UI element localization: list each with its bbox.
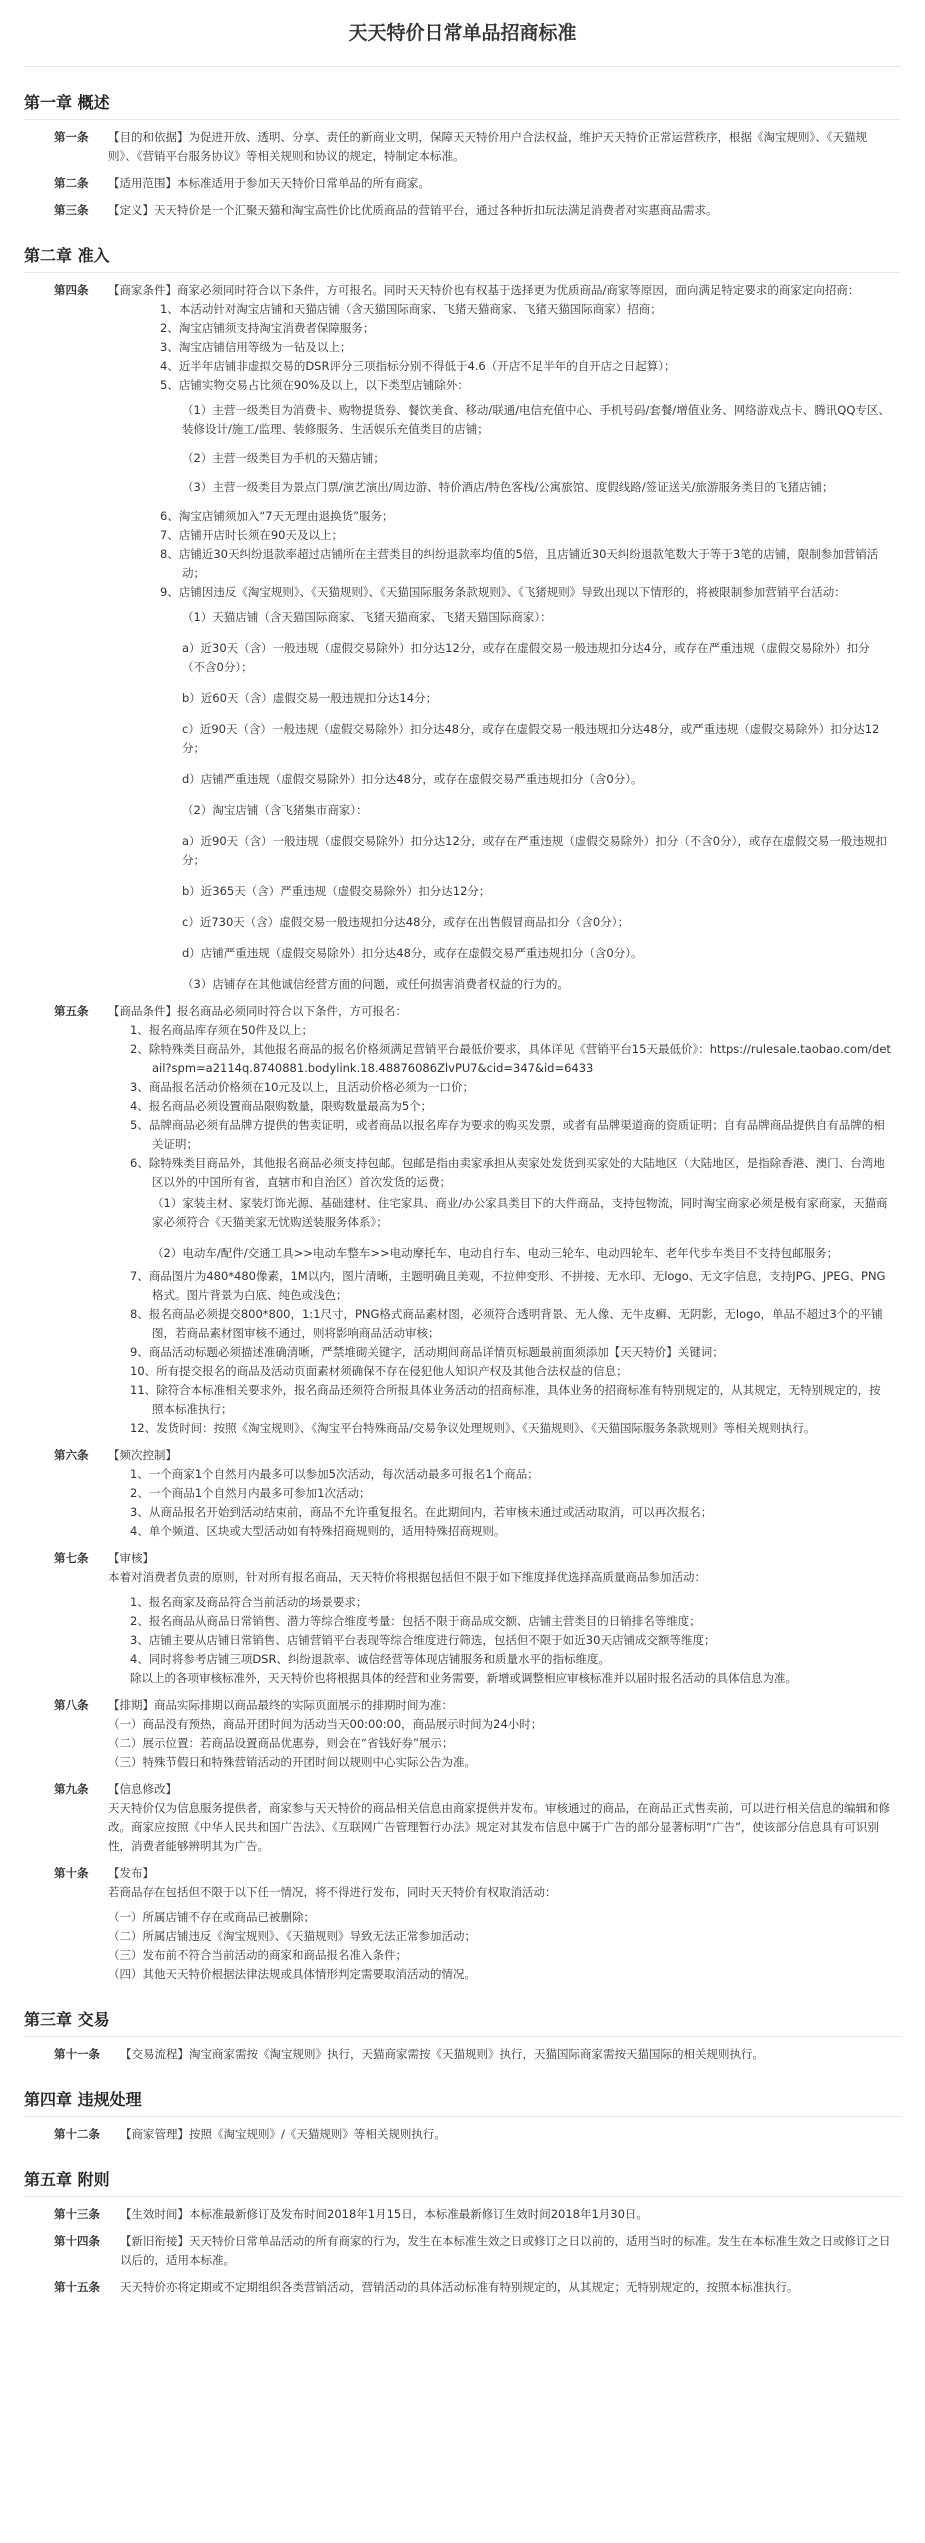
article-text: 本着对消费者负责的原则，针对所有报名商品，天天特价将根据包括但不限于如下维度择优选择高质量商品参加活动： <box>108 1570 706 1584</box>
article-number: 第八条 <box>54 1698 89 1712</box>
chapter-divider <box>24 272 901 273</box>
list-item: （三）发布前不符合当前活动的商家和商品报名准入条件； <box>108 1948 407 1962</box>
article-3 <box>0 201 925 220</box>
list-item: （2）主营一级类目为手机的天猫店铺； <box>182 451 385 465</box>
list-item: （一）所属店铺不存在或商品已被删除； <box>108 1910 315 1924</box>
article-7 <box>0 1549 925 1688</box>
list-item: 12、发货时间：按照《淘宝规则》、《淘宝平台特殊商品/交易争议处理规则》、《天猫规则》、《天猫国际服务条款规则》等相关规则执行。 <box>130 1421 816 1435</box>
article-text: 天天特价仅为信息服务提供者，商家参与天天特价的商品相关信息由商家提供并发布。审核通过的商品，在商品正式售卖前，可以进行相关信息的编辑和修改。商家应按照《中华人民共和国广告法》、《互联网广告管理暂行办法》规定对其发布信息中属于广告的部分显著标明“广告”，使该部分信息具有可识别性，消费者能够辨明其为广告。 <box>108 1801 890 1853</box>
chapter-divider <box>24 119 901 120</box>
article-6 <box>0 1446 925 1541</box>
article-number: 第十三条 <box>54 2207 100 2221</box>
list-item: （二）所属店铺违反《淘宝规则》、《天猫规则》导致无法正常参加活动； <box>108 1929 476 1943</box>
list-item: 2、除特殊类目商品外，其他报名商品的报名价格须满足营销平台最低价要求，具体详见《营销平台15天最低价》：https://rulesale.taobao.com/detail?spm=a2114q.8740881.bodylink.18.48876086ZlvPU7&cid=347&id=6433 <box>130 1042 891 1075</box>
chapter-4-heading: 第四章 违规处理 <box>24 2090 142 2109</box>
list-item: （一）商品没有预热，商品开团时间为活动当天00:00:00，商品展示时间为24小时； <box>108 1717 543 1731</box>
article-number: 第一条 <box>54 130 89 144</box>
article-number: 第十二条 <box>54 2127 100 2141</box>
article-text: 【商家条件】商家必须同时符合以下条件，方可报名。同时天天特价也有权基于选择更为优质商品/商家等原因，面向满足特定要求的商家定向招商： <box>108 283 860 297</box>
list-item: （三）特殊节假日和特殊营销活动的开团时间以规则中心实际公告为准。 <box>108 1755 476 1769</box>
list-item: （1）天猫店铺（含天猫国际商家、飞猪天猫商家、飞猪天猫国际商家）： <box>182 610 552 624</box>
list-item: 2、一个商品1个自然月内最多可参加1次活动； <box>130 1486 371 1500</box>
article-text: 【排期】商品实际排期以商品最终的实际页面展示的排期时间为准： <box>108 1698 453 1712</box>
article-number: 第五条 <box>54 1004 89 1018</box>
article-text: 【生效时间】本标准最新修订及发布时间2018年1月15日，本标准最新修订生效时间2018年1月30日。 <box>120 2207 648 2221</box>
list-item: a）近90天（含）一般违规（虚假交易除外）扣分达12分，或存在严重违规（虚假交易除外）扣分（不含0分），或存在虚假交易一般违规扣分； <box>182 834 887 867</box>
article-text: 【信息修改】 <box>108 1782 177 1796</box>
list-item: 3、淘宝店铺信用等级为一钻及以上； <box>160 340 352 354</box>
article-text: 【适用范围】本标准适用于参加天天特价日常单品的所有商家。 <box>108 176 430 190</box>
list-item: （二）展示位置：若商品设置商品优惠券，则会在“省钱好券”展示； <box>108 1736 454 1750</box>
list-item: 4、单个频道、区块或大型活动如有特殊招商规则的，适用特殊招商规则。 <box>130 1524 506 1538</box>
article-number: 第二条 <box>54 176 89 190</box>
article-number: 第九条 <box>54 1782 89 1796</box>
chapter-divider <box>24 2116 901 2117</box>
list-item: （3）店铺存在其他诚信经营方面的问题，或任何损害消费者权益的行为的。 <box>182 977 569 991</box>
list-item: 1、一个商家1个自然月内最多可以参加5次活动，每次活动最多可报名1个商品； <box>130 1467 539 1481</box>
article-number: 第七条 <box>54 1551 89 1565</box>
list-item: 7、店铺开店时长须在90天及以上； <box>160 528 343 542</box>
article-8 <box>0 1696 925 1772</box>
article-14 <box>0 2232 925 2270</box>
chapter-2-heading: 第二章 准入 <box>24 246 110 265</box>
list-item: 10、所有提交报名的商品及活动页面素材须确保不存在侵犯他人知识产权及其他合法权益的信息； <box>130 1364 628 1378</box>
list-item: 11、除符合本标准相关要求外，报名商品还须符合所报具体业务活动的招商标准，具体业务的招商标准有特别规定的，从其规定，无特别规定的，按照本标准执行； <box>130 1383 881 1416</box>
article-number: 第十四条 <box>54 2234 100 2248</box>
article-number: 第四条 <box>54 283 89 297</box>
list-item: a）近30天（含）一般违规（虚假交易除外）扣分达12分，或存在虚假交易一般违规扣分达4分，或存在严重违规（虚假交易除外）扣分（不含0分）； <box>182 641 870 674</box>
article-text: 若商品存在包括但不限于以下任一情况，将不得进行发布，同时天天特价有权取消活动： <box>108 1885 557 1899</box>
article-2 <box>0 174 925 193</box>
article-9 <box>0 1780 925 1856</box>
list-item: 8、报名商品必须提交800*800，1:1尺寸，PNG格式商品素材图，必须符合透明背景、无人像、无牛皮癣、无阴影，无logo，单品不超过3个的平铺图，若商品素材图审核不通过，则将影响商品活动审核； <box>130 1307 883 1340</box>
page-title: 天天特价日常单品招商标准 <box>348 22 577 44</box>
article-text: 【新旧衔接】天天特价日常单品活动的所有商家的行为，发生在本标准生效之日或修订之日以前的，适用当时的标准。发生在本标准生效之日或修订之日以后的，适用本标准。 <box>120 2234 891 2267</box>
list-item: 4、近半年店铺非虚拟交易的DSR评分三项指标分别不得低于4.6（开店不足半年的自开店之日起算）； <box>160 359 676 373</box>
list-item: 3、商品报名活动价格须在10元及以上，且活动价格必须为一口价； <box>130 1080 474 1094</box>
list-item: d）店铺严重违规（虚假交易除外）扣分达48分，或存在虚假交易严重违规扣分（含0分）。 <box>182 772 643 786</box>
article-5 <box>0 1002 925 1438</box>
article-text: 【定义】天天特价是一个汇聚天猫和淘宝高性价比优质商品的营销平台，通过各种折扣玩法满足消费者对实惠商品需求。 <box>108 203 718 217</box>
list-item: 3、店铺主要从店铺日常销售、店铺营销平台表现等综合维度进行筛选，包括但不限于如近30天店铺成交额等维度； <box>130 1633 716 1647</box>
article-text: 【商家管理】按照《淘宝规则》/《天猫规则》等相关规则执行。 <box>120 2127 446 2141</box>
chapter-divider <box>24 2196 901 2197</box>
article-1 <box>0 128 925 166</box>
list-item: 5、店铺实物交易占比须在90%及以上，以下类型店铺除外： <box>160 378 469 392</box>
article-text: 【目的和依据】为促进开放、透明、分享、责任的新商业文明，保障天天特价用户合法权益，维护天天特价正常运营秩序，根据《淘宝规则》、《天猫规则》、《营销平台服务协议》等相关规则和协议的规定，特制定本标准。 <box>108 130 867 163</box>
article-text: 【频次控制】 <box>108 1448 177 1462</box>
article-15 <box>0 2278 925 2297</box>
list-item: 1、报名商品库存须在50件及以上； <box>130 1023 313 1037</box>
article-text: 【商品条件】报名商品必须同时符合以下条件，方可报名： <box>108 1004 407 1018</box>
article-13 <box>0 2205 925 2224</box>
list-item: 1、报名商家及商品符合当前活动的场景要求； <box>130 1595 368 1609</box>
article-number: 第十五条 <box>54 2280 100 2294</box>
list-item: 1、本活动针对淘宝店铺和天猫店铺（含天猫国际商家、飞猪天猫商家、飞猪天猫国际商家）招商； <box>160 302 662 316</box>
article-text: 【交易流程】淘宝商家需按《淘宝规则》执行，天猫商家需按《天猫规则》执行，天猫国际商家需按天猫国际的相关规则执行。 <box>120 2047 764 2061</box>
article-number: 第十一条 <box>54 2047 100 2061</box>
list-item: 8、店铺近30天纠纷退款率超过店铺所在主营类目的纠纷退款率均值的5倍，且店铺近30天纠纷退款笔数大于等于3笔的店铺，限制参加营销活动； <box>160 547 879 580</box>
list-item: 2、淘宝店铺须支持淘宝消费者保障服务； <box>160 321 375 335</box>
chapter-1-heading: 第一章 概述 <box>24 93 110 112</box>
list-item: 6、淘宝店铺须加入“7天无理由退换货”服务； <box>160 509 394 523</box>
article-text: 【发布】 <box>108 1866 154 1880</box>
list-item: （3）主营一级类目为景点门票/演艺演出/周边游、特价酒店/特色客栈/公寓旅馆、度假线路/签证送关/旅游服务类目的飞猪店铺； <box>182 480 834 494</box>
list-item: 9、商品活动标题必须描述准确清晰，严禁堆砌关键字，活动期间商品详情页标题最前面须添加【天天特价】关键词； <box>130 1345 724 1359</box>
article-4 <box>0 281 925 994</box>
list-item: 5、品牌商品必须有品牌方提供的售卖证明，或者商品以报名库存为要求的购买发票，或者有品牌渠道商的资质证明；自有品牌商品提供自有品牌的相关证明； <box>130 1118 885 1151</box>
article-text: 天天特价亦将定期或不定期组织各类营销活动，营销活动的具体活动标准有特别规定的，从其规定；无特别规定的，按照本标准执行。 <box>120 2280 799 2294</box>
list-item: 6、除特殊类目商品外，其他报名商品必须支持包邮。包邮是指由卖家承担从卖家处发货到买家处的大陆地区（大陆地区，是指除香港、澳门、台湾地区以外的中国所有省，直辖市和自治区）首次发货的运费； <box>130 1156 885 1189</box>
list-item: 9、店铺因违反《淘宝规则》、《天猫规则》、《天猫国际服务条款规则》、《飞猪规则》导致出现以下情形的，将被限制参加营销平台活动： <box>160 585 846 599</box>
list-item: 3、从商品报名开始到活动结束前，商品不允许重复报名。在此期间内，若审核未通过或活动取消，可以再次报名； <box>130 1505 713 1519</box>
list-item: c）近730天（含）虚假交易一般违规扣分达48分，或存在出售假冒商品扣分（含0分）； <box>182 915 629 929</box>
list-item: （2）电动车/配件/交通工具>>电动车整车>>电动摩托车、电动自行车、电动三轮车、电动四轮车、老年代步车类目不支持包邮服务； <box>152 1246 839 1260</box>
chapter-3-heading: 第三章 交易 <box>24 2010 110 2029</box>
list-item: 4、报名商品必须设置商品限购数量，限购数量最高为5个； <box>130 1099 433 1113</box>
article-number: 第六条 <box>54 1448 89 1462</box>
list-item: d）店铺严重违规（虚假交易除外）扣分达48分，或存在虚假交易严重违规扣分（含0分）。 <box>182 946 643 960</box>
article-number: 第十条 <box>54 1866 89 1880</box>
list-item: 除以上的各项审核标准外，天天特价也将根据具体的经营和业务需要，新增或调整相应审核标准并以届时报名活动的具体信息为准。 <box>130 1671 797 1685</box>
list-item: 4、同时将参考店铺三项DSR、纠纷退款率、诚信经营等体现店铺服务和质量水平的指标维度。 <box>130 1652 610 1666</box>
title-divider <box>24 66 901 67</box>
list-item: （1）家装主材、家装灯饰光源、基础建材、住宅家具、商业/办公家具类目下的大件商品，支持包物流，同时淘宝商家必须是极有家商家，天猫商家必须符合《天猫美家无忧购送装服务体系》； <box>152 1196 888 1229</box>
chapter-divider <box>24 2036 901 2037</box>
list-item: c）近90天（含）一般违规（虚假交易除外）扣分达48分，或存在虚假交易一般违规扣分达48分，或严重违规（虚假交易除外）扣分达12分； <box>182 722 880 755</box>
list-item: b）近60天（含）虚假交易一般违规扣分达14分； <box>182 691 438 705</box>
article-12 <box>0 2125 925 2144</box>
article-text: 【审核】 <box>108 1551 154 1565</box>
list-item: 7、商品图片为480*480像素，1M以内，图片清晰，主题明确且美观，不拉伸变形、不拼接、无水印、无logo、无文字信息，支持JPG、JPEG、PNG格式。图片背景为白底、纯色或浅色； <box>130 1269 886 1302</box>
list-item: （1）主营一级类目为消费卡、购物提货券、餐饮美食、移动/联通/电信充值中心、手机号码/套餐/增值业务、网络游戏点卡、腾讯QQ专区、装修设计/施工/监理、装修服务、生活娱乐充值类目的店铺； <box>182 403 890 436</box>
article-11 <box>0 2045 925 2064</box>
list-item: b）近365天（含）严重违规（虚假交易除外）扣分达12分； <box>182 884 491 898</box>
list-item: （2）淘宝店铺（含飞猪集市商家）： <box>182 803 368 817</box>
article-number: 第三条 <box>54 203 89 217</box>
list-item: （四）其他天天特价根据法律法规或具体情形判定需要取消活动的情况。 <box>108 1967 476 1981</box>
chapter-5-heading: 第五章 附则 <box>24 2170 110 2189</box>
article-10 <box>0 1864 925 1984</box>
list-item: 2、报名商品从商品日常销售、潜力等综合维度考量：包括不限于商品成交额、店铺主营类目的日销排名等维度； <box>130 1614 701 1628</box>
